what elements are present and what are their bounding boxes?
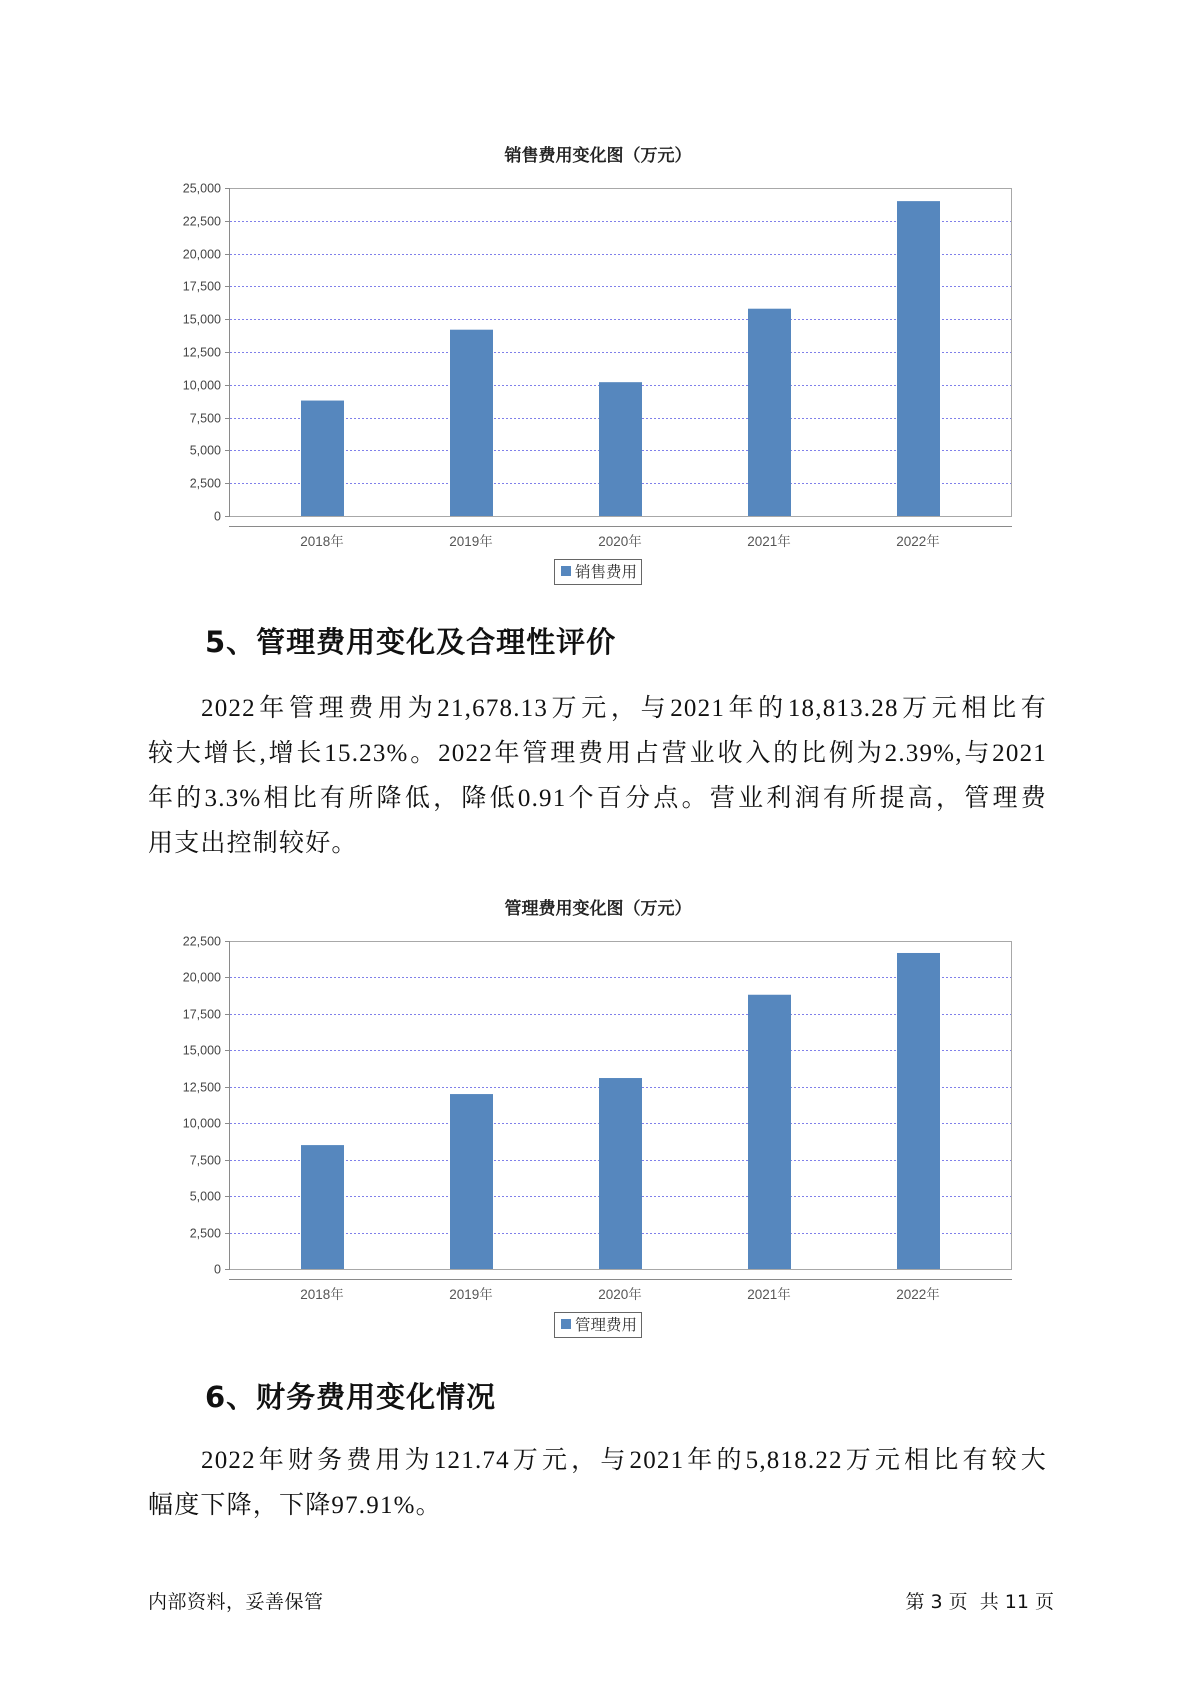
x-tick-label: 2018年	[300, 1287, 344, 1302]
bar-2021	[748, 309, 791, 516]
x-tick-label: 2021年	[747, 534, 791, 549]
y-tick-label: 15,000	[182, 312, 221, 327]
management-expense-bar-chart	[0, 883, 1191, 1353]
legend	[555, 1313, 642, 1338]
y-tick-label: 0	[214, 1262, 221, 1277]
x-tick-label: 2020年	[598, 1287, 642, 1302]
paragraph-line: 2022年财务费用为121.74万元，与2021年的5,818.22万元相比有较大	[201, 1447, 1047, 1474]
x-tick-label: 2019年	[449, 1287, 493, 1302]
paragraph-line: 幅度下降，下降97.91%。	[148, 1492, 442, 1519]
y-tick-label: 22,500	[182, 214, 221, 229]
legend-swatch	[561, 1319, 571, 1329]
bar-2020	[599, 382, 642, 516]
y-tick-label: 10,000	[182, 378, 221, 393]
management-expense-paragraph	[148, 686, 1047, 866]
finance-expense-paragraph	[148, 1438, 1047, 1528]
x-tick-label: 2020年	[598, 534, 642, 549]
paragraph-line: 用支出控制较好。	[148, 830, 358, 857]
x-tick-label: 2021年	[747, 1287, 791, 1302]
bar-2019	[450, 1094, 493, 1269]
y-tick-label: 12,500	[182, 1080, 221, 1095]
x-tick-label: 2019年	[449, 534, 493, 549]
y-tick-label: 15,000	[182, 1043, 221, 1058]
paragraph-line: 较大增长,增长15.23%。2022年管理费用占营业收入的比例为2.39%,与2021	[148, 740, 1047, 767]
y-tick-label: 7,500	[189, 411, 221, 426]
page-number: 第 3 页 共 11 页	[905, 1591, 1054, 1613]
legend-label: 管理费用	[575, 1317, 638, 1334]
legend-swatch	[561, 566, 571, 576]
y-tick-label: 20,000	[182, 247, 221, 262]
section-heading-finance-expense: 6、财务费用变化情况	[205, 1380, 497, 1414]
paragraph-line: 2022年管理费用为21,678.13万元，与2021年的18,813.28万元相比有	[201, 695, 1047, 722]
bar-2021	[748, 995, 791, 1269]
bar-2022	[897, 953, 940, 1269]
bar-2022	[897, 201, 940, 516]
x-tick-label: 2018年	[300, 534, 344, 549]
y-tick-label: 0	[214, 509, 221, 524]
x-tick-label: 2022年	[896, 534, 940, 549]
y-tick-label: 17,500	[182, 1007, 221, 1022]
bar-2018	[301, 401, 344, 516]
y-tick-label: 17,500	[182, 279, 221, 294]
legend-label: 销售费用	[575, 564, 638, 581]
y-tick-label: 2,500	[189, 1226, 221, 1241]
section-heading-management-expense: 5、管理费用变化及合理性评价	[205, 625, 617, 659]
footer-confidential-note: 内部资料，妥善保管	[148, 1591, 324, 1613]
paragraph-line: 年的3.3%相比有所降低，降低0.91个百分点。营业利润有所提高，管理费	[148, 785, 1047, 812]
y-tick-label: 25,000	[182, 181, 221, 196]
chart-title: 销售费用变化图（万元）	[504, 146, 692, 166]
x-tick-label: 2022年	[896, 1287, 940, 1302]
y-tick-label: 20,000	[182, 970, 221, 985]
plot-area	[183, 935, 1012, 1303]
y-tick-label: 12,500	[182, 345, 221, 360]
y-tick-label: 7,500	[189, 1153, 221, 1168]
bar-2020	[599, 1078, 642, 1269]
y-tick-label: 22,500	[182, 934, 221, 949]
y-tick-label: 10,000	[182, 1116, 221, 1131]
y-tick-label: 2,500	[189, 476, 221, 491]
chart-title: 管理费用变化图（万元）	[504, 899, 692, 919]
plot-area	[183, 182, 1012, 550]
y-tick-label: 5,000	[189, 443, 221, 458]
bar-2019	[450, 330, 493, 516]
sales-expense-bar-chart	[0, 130, 1191, 600]
y-tick-label: 5,000	[189, 1189, 221, 1204]
bar-2018	[301, 1145, 344, 1269]
legend	[555, 560, 642, 585]
